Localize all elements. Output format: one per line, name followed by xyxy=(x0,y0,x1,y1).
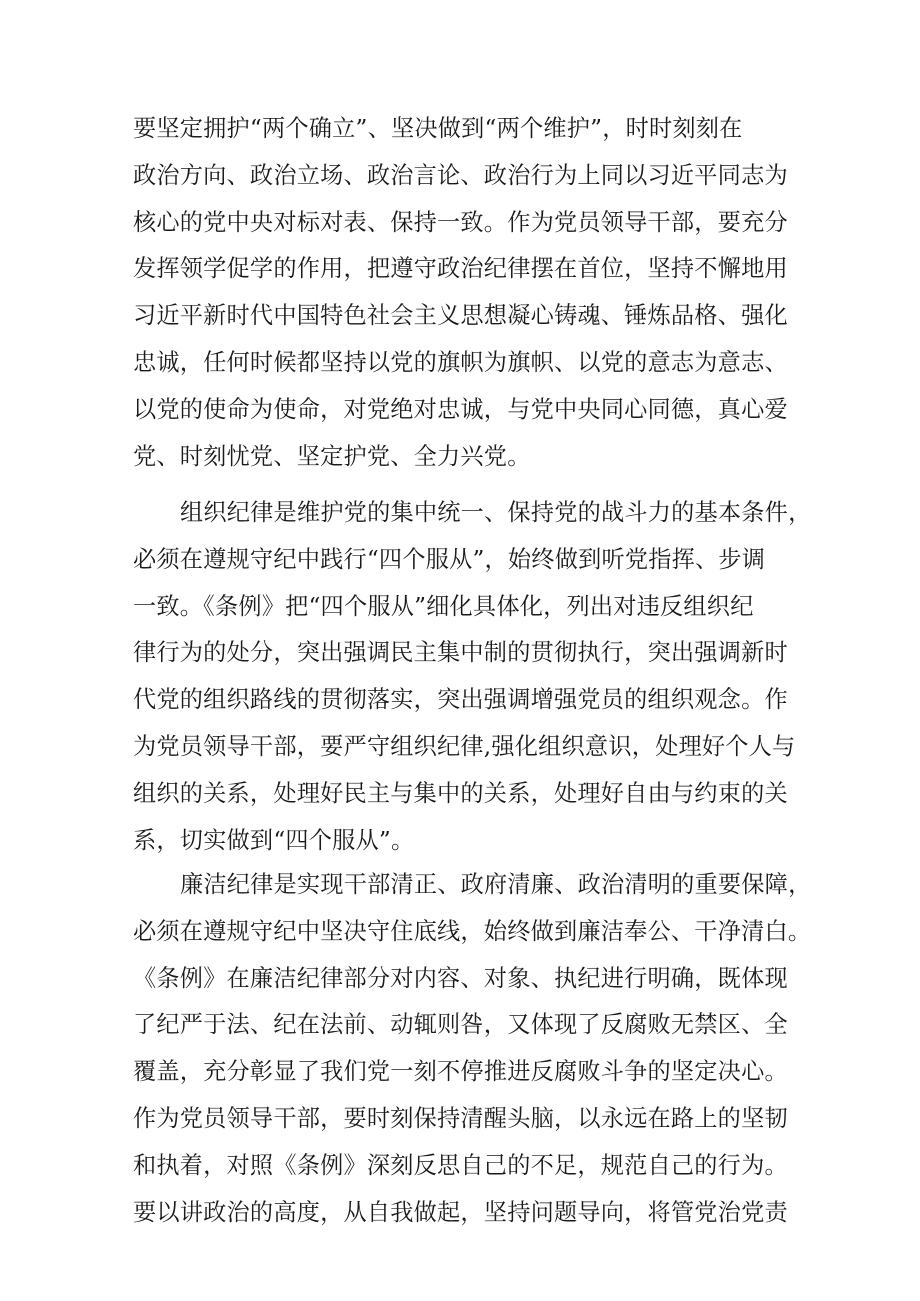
paragraph-integrity-discipline xyxy=(133,862,812,1236)
text-line: 必须在遵规守纪中践行“四个服从”，始终做到听党指挥、步调 xyxy=(133,545,766,573)
text-line: 覆盖，充分彰显了我们党一刻不停推进反腐败斗争的坚定决心。 xyxy=(133,1058,788,1086)
text-line: 系，切实做到“四个服从”。 xyxy=(133,826,415,854)
text-line: 组织的关系，处理好民主与集中的关系，处理好自由与约束的关 xyxy=(133,779,788,807)
text-line: 律行为的处分，突出强调民主集中制的贯彻执行，突出强调新时 xyxy=(133,639,788,667)
text-line: 一致。《条例》把“四个服从”细化具体化，列出对违反组织纪 xyxy=(133,592,754,620)
text-line: 组织纪律是维护党的集中统一、保持党的战斗力的基本条件， xyxy=(180,499,812,526)
text-line: 发挥领学促学的作用，把遵守政治纪律摆在首位，坚持不懈地用 xyxy=(133,255,788,283)
text-line: 廉洁纪律是实现干部清正、政府清廉、政治清明的重要保障， xyxy=(180,871,812,898)
text-line: 为党员领导干部，要严守组织纪律,强化组织意识，处理好个人与 xyxy=(133,732,796,760)
text-line: 要坚定拥护“两个确立”、坚决做到“两个维护”，时时刻刻在 xyxy=(133,115,743,142)
paragraph-organizational-discipline xyxy=(133,490,812,864)
paragraph-political-discipline xyxy=(133,106,788,480)
text-line: 代党的组织路线的贯彻落实，突出强调增强党员的组织观念。作 xyxy=(133,686,788,714)
text-line: 作为党员领导干部，要时刻保持清醒头脑，以永远在路上的坚韧 xyxy=(133,1104,788,1132)
text-line: 党、时刻忧党、坚定护党、全力兴党。 xyxy=(133,442,531,470)
text-line: 习近平新时代中国特色社会主义思想凝心铸魂、锤炼品格、强化 xyxy=(133,302,788,330)
text-line: 必须在遵规守纪中坚决守住底线，始终做到廉洁奉公、干净清白。 xyxy=(133,917,812,945)
text-line: 忠诚，任何时候都坚持以党的旗帜为旗帜、以党的意志为意志、 xyxy=(133,348,788,376)
text-line: 了纪严于法、纪在法前、动辄则咎，又体现了反腐败无禁区、全 xyxy=(133,1011,788,1039)
text-line: 核心的党中央对标对表、保持一致。作为党员领导干部，要充分 xyxy=(133,208,788,236)
text-line: 要以讲政治的高度，从自我做起，坚持问题导向，将管党治党责 xyxy=(133,1198,788,1226)
text-line: 以党的使命为使命，对党绝对忠诚，与党中央同心同德，真心爱 xyxy=(133,395,788,423)
text-line: 《条例》在廉洁纪律部分对内容、对象、执纪进行明确，既体现 xyxy=(133,964,788,992)
text-line: 政治方向、政治立场、政治言论、政治行为上同以习近平同志为 xyxy=(133,161,788,189)
text-line: 和执着，对照《条例》深刻反思自己的不足，规范自己的行为。 xyxy=(133,1151,788,1179)
